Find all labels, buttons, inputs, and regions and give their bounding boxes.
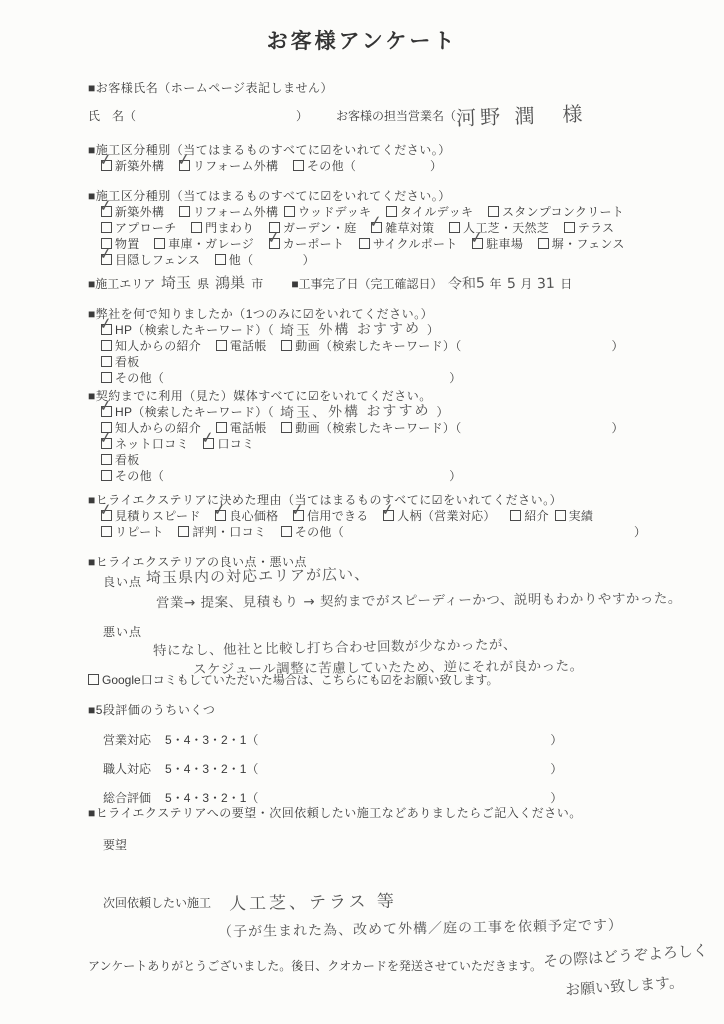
checkbox [281, 422, 292, 433]
hw-good-point-line2: 営業→ 提案、見積もり → 契約までがスピーディーかつ、説明もわかりやすかった。 [155, 590, 682, 612]
checkbox-label: 雑草対策 [385, 221, 435, 235]
checkbox [88, 674, 99, 685]
checkbox-label: 口コミ [217, 437, 255, 451]
rating-close-paren: ） [550, 762, 563, 776]
checkbox [101, 222, 112, 233]
hw-next-construction-line1: 人工芝、テラス 等 [228, 891, 398, 915]
cb-item-tile-deck [386, 204, 473, 220]
cb-item-reform [179, 158, 279, 174]
media-row2 [101, 420, 694, 436]
spacer [258, 743, 550, 744]
area-date-section [88, 272, 694, 295]
checkbox [269, 238, 280, 249]
checkbox [281, 526, 292, 537]
construction-type2-row2 [101, 220, 694, 236]
checkbox-label: テラス [577, 221, 615, 235]
cb-item-referral [101, 420, 201, 436]
cb-item-phonebook [216, 420, 267, 436]
feedback-section [88, 554, 694, 678]
video-close-paren: ） [611, 421, 624, 435]
media-row5 [101, 468, 694, 484]
checkbox [101, 406, 112, 417]
cb-item-estimate-speed [101, 508, 201, 524]
cb-item-fair-price [215, 508, 278, 524]
spacer [151, 743, 165, 744]
hw-bad-point-line1: 特になし、他社と比較し打ち合わせ回数が少なかったが、 [152, 636, 518, 660]
checkbox-label: 車庫・ガレージ [168, 237, 255, 251]
checkbox-label: 電話帳 [229, 421, 267, 435]
checkbox-label: その他（ [115, 469, 165, 483]
cb-item-signboard [101, 452, 140, 468]
hp-close-paren: ） [426, 323, 440, 337]
spacer [462, 349, 612, 350]
cb-item-gate-area [191, 220, 254, 236]
checkbox-label: 良心価格 [229, 509, 279, 523]
checkbox-label: タイルデッキ [399, 205, 474, 219]
cb-item-other [215, 252, 315, 268]
checkbox [371, 222, 382, 233]
construction-type2-row1 [101, 204, 694, 220]
cb-item-wood-deck [284, 204, 371, 220]
request-heading: ■ヒライエクステリアへの要望・次回依頼したい施工などありましたらご記入ください。 [88, 806, 582, 820]
checkbox [564, 222, 575, 233]
checkbox-label: ガーデン・庭 [283, 221, 357, 235]
checkbox-label: その他（ [294, 525, 345, 539]
checkbox [383, 510, 394, 521]
checkbox-label: その他（ [115, 371, 165, 385]
checkbox [203, 438, 214, 449]
checkbox-label: 人工芝・天然芝 [463, 221, 550, 235]
checkbox-label: Google口コミもしていただいた場合は、こちらにも☑をお願い致します。 [102, 673, 499, 687]
checkbox-label: スタンプコンクリート [501, 205, 625, 219]
cb-item-introduction [510, 508, 549, 524]
checkbox [538, 238, 549, 249]
checkbox-label: アプローチ [115, 221, 177, 235]
rating-close-paren: ） [550, 791, 563, 805]
cb-item-google-review [88, 672, 499, 688]
hw-era-year: 令和5 [447, 275, 485, 293]
checkbox [488, 206, 499, 217]
cb-item-word-of-mouth [203, 436, 254, 452]
cb-item-privacy-fence [101, 252, 200, 268]
cb-item-garden [269, 220, 357, 236]
checkbox [216, 340, 227, 351]
next-construction-line2 [88, 911, 694, 941]
next-construction-label: 次回依頼したい施工 [103, 896, 212, 910]
hw-footer-line2: お願い致します。 [564, 972, 685, 1000]
checkbox [359, 238, 370, 249]
checkbox-label: 動画（検索したキーワード）（ [295, 421, 462, 435]
reason-heading: ■ヒライエクステリアに決めた理由（当てはまるものすべてに☑をいれてください。） [88, 493, 563, 507]
media-row4 [101, 452, 694, 468]
footer-text: アンケートありがとうございました。後日、クオカードを発送させていただきます。 [88, 959, 542, 973]
hw-day: 31 [537, 275, 556, 293]
checkbox-label: リピート [115, 525, 164, 539]
checkbox [191, 222, 202, 233]
checkbox [284, 206, 295, 217]
page-title: お客様アンケート [266, 30, 458, 53]
sales-name-label: お客様の担当営業名（ [336, 109, 457, 123]
cb-item-reform [179, 204, 279, 220]
checkbox [154, 238, 165, 249]
name-close-paren: ） [296, 109, 309, 123]
cb-item-weed-control [371, 220, 434, 236]
completion-date-label: ■工事完了日（完工確認日） [291, 277, 443, 291]
rating-close-paren: ） [550, 733, 563, 747]
source-row2 [101, 338, 694, 354]
hw-footer-note [542, 933, 724, 1006]
hw-bad-point-line2: スケジュール調整に苦慮していたため、逆にそれが良かった。 [192, 658, 584, 678]
good-point-label: 良い点 [103, 575, 143, 589]
rating-row-sales [103, 732, 694, 748]
checkbox-label: 門まわり [205, 221, 255, 235]
checkbox-label: 電話帳 [229, 339, 267, 353]
spacer [136, 119, 296, 120]
construction-type2-section [88, 188, 694, 268]
checkbox-label: 見積りスピード [115, 509, 201, 523]
checkbox [101, 340, 112, 351]
spacer [462, 431, 612, 432]
hp-close-paren: ） [436, 405, 449, 419]
checkbox-label: リフォーム外構 [192, 159, 279, 173]
cb-item-trustworthy [293, 508, 369, 524]
hw-footer-line1: その際はどうぞよろしく [542, 941, 709, 971]
spacer [151, 772, 165, 773]
checkbox-label: ネット口コミ [115, 437, 189, 451]
cb-item-carport [269, 236, 345, 252]
checkbox [101, 254, 112, 265]
checkbox [293, 160, 304, 171]
source-section [88, 306, 694, 386]
construction-type2-heading: ■施工区分種別（当てはまるものすべてに☑をいれてください。） [88, 189, 451, 203]
checkbox [215, 254, 226, 265]
source-row3 [101, 354, 694, 370]
checkbox [101, 324, 112, 335]
customer-name-line [88, 101, 694, 131]
spacer [164, 479, 449, 480]
reason-section [88, 492, 694, 540]
cb-item-referral [101, 338, 201, 354]
other-close-paren: ） [449, 371, 462, 385]
cb-item-reputation [178, 524, 266, 540]
checkbox-label: 他（ ） [228, 253, 315, 267]
checkbox-label: 塀・フェンス [551, 237, 625, 251]
cb-item-net-review [101, 436, 189, 452]
checkbox [101, 470, 112, 481]
checkbox-label: HP（検索したキーワード）（ [115, 405, 274, 419]
hw-month: 5 [506, 275, 516, 293]
checkbox [101, 526, 112, 537]
spacer [344, 535, 634, 536]
cb-item-parking [472, 236, 523, 252]
checkbox-label: 動画（検索したキーワード）（ [295, 339, 462, 353]
cb-item-phonebook [216, 338, 267, 354]
cb-item-other [101, 468, 462, 484]
checkbox-label: 物置 [115, 237, 140, 251]
cb-item-signboard [101, 354, 140, 370]
feedback-heading: ■ヒライエクステリアの良い点・悪い点 [88, 555, 308, 569]
hw-next-construction-line2: （子が生まれた為、改めて外構／庭の工事を依頼予定です） [217, 917, 624, 941]
checkbox [179, 160, 190, 171]
area-label: ■施工エリア [88, 277, 156, 291]
rating-label: 職人対応 [103, 762, 152, 776]
rating-scale: 5・4・3・2・1（ [165, 791, 259, 805]
construction-type1-section [88, 142, 694, 174]
hw-prefecture: 埼玉 [161, 273, 192, 293]
checkbox-label: 駐車場 [486, 237, 524, 251]
request-section [88, 805, 694, 941]
checkbox [101, 206, 112, 217]
checkbox-label: 新築外構 [115, 205, 165, 219]
checkbox-label: 看板 [115, 355, 140, 369]
checkbox-label: 評判・口コミ [192, 525, 267, 539]
other-close-paren: ） [634, 525, 647, 539]
checkbox [386, 206, 397, 217]
checkbox-label: 知人からの紹介 [115, 339, 202, 353]
checkbox [215, 510, 226, 521]
checkbox-label: 看板 [115, 453, 140, 467]
checkbox-label: リフォーム外構 [192, 205, 279, 219]
google-review-section [88, 672, 694, 688]
cb-item-other [281, 524, 647, 540]
hw-media-keyword: 埼玉、外構 おすすめ [279, 402, 431, 422]
wish-label: 要望 [103, 838, 128, 852]
checkbox-label: サイクルポート [372, 237, 458, 251]
checkbox-label: 目隠しフェンス [115, 253, 201, 267]
city-suffix: 市 [251, 277, 264, 291]
checkbox-label: 人柄（営業対応） [397, 509, 496, 523]
day-suffix: 日 [560, 277, 573, 291]
checkbox-label: 信用できる [307, 509, 369, 523]
cb-item-video [281, 338, 624, 354]
cb-item-new-construction [101, 204, 164, 220]
checkbox-label: その他（ ） [307, 159, 443, 173]
cb-item-repeat [101, 524, 164, 540]
checkbox [555, 510, 566, 521]
checkbox [101, 160, 112, 171]
spacer [164, 381, 449, 382]
cb-item-other [101, 370, 462, 386]
construction-type2-row3 [101, 236, 694, 252]
checkbox-label: 紹介 [524, 509, 549, 523]
cb-item-stamp-concrete [488, 204, 624, 220]
rating-scale: 5・4・3・2・1（ [165, 762, 259, 776]
checkbox [101, 438, 112, 449]
rating-row-overall [103, 790, 694, 806]
checkbox [179, 206, 190, 217]
cb-item-track-record [555, 508, 594, 524]
checkbox [449, 222, 460, 233]
cb-item-hp [101, 404, 449, 420]
hw-hp-keyword: 埼玉 外構 おすすめ [279, 320, 422, 340]
checkbox [101, 454, 112, 465]
checkbox [178, 526, 189, 537]
media-section [88, 388, 694, 484]
prefecture-suffix: 県 [197, 277, 210, 291]
spacer [258, 801, 550, 802]
cb-item-new-construction [101, 158, 164, 174]
media-row3 [101, 436, 694, 452]
checkbox [281, 340, 292, 351]
spacer [151, 801, 165, 802]
checkbox-label: 知人からの紹介 [115, 421, 202, 435]
customer-section [88, 80, 694, 131]
rating-heading: ■5段評価のうちいくつ [88, 703, 216, 717]
construction-type2-row4 [101, 252, 694, 268]
construction-type1-row [101, 158, 694, 174]
construction-type1-heading: ■施工区分種別（当てはまるものすべてに☑をいれてください。） [88, 143, 451, 157]
other-close-paren: ） [449, 469, 462, 483]
checkbox [101, 372, 112, 383]
source-hp-row [101, 322, 694, 338]
reason-row2 [101, 524, 694, 540]
media-hp-row [101, 404, 694, 420]
hw-good-point-line1: 埼玉県内の対応エリアが広い、 [145, 565, 371, 587]
cb-item-terrace [564, 220, 615, 236]
next-construction-line [103, 891, 694, 915]
checkbox [472, 238, 483, 249]
cb-item-video [281, 420, 624, 436]
checkbox [510, 510, 521, 521]
checkbox [101, 356, 112, 367]
checkbox-label: ウッドデッキ [298, 205, 372, 219]
cb-item-artificial-turf [449, 220, 549, 236]
source-heading: ■弊社を何で知りましたか（1つのみに☑をいれてください。） [88, 307, 434, 321]
customer-heading: ■お客様氏名（ホームページ表記しません） [88, 81, 334, 95]
checkbox [216, 422, 227, 433]
checkbox [293, 510, 304, 521]
cb-item-hp [101, 322, 439, 338]
hw-city: 鴻巣 [215, 273, 246, 293]
cb-item-approach [101, 220, 177, 236]
rating-section [88, 702, 694, 819]
source-row4 [101, 370, 694, 386]
media-heading: ■契約までに利用（見た）媒体すべてに☑をいれてください。 [88, 389, 432, 403]
checkbox-label: HP（検索したキーワード）（ [115, 323, 274, 337]
year-suffix: 年 [489, 277, 502, 291]
name-label: 氏 名（ [88, 109, 137, 123]
cb-item-fence [538, 236, 625, 252]
rating-scale: 5・4・3・2・1（ [165, 733, 259, 747]
cb-item-other [293, 158, 442, 174]
cb-item-garage [154, 236, 254, 252]
cb-item-cycle-port [359, 236, 458, 252]
reason-row1 [101, 508, 694, 524]
rating-label: 営業対応 [103, 733, 152, 747]
spacer [258, 772, 550, 773]
checkbox [101, 510, 112, 521]
hw-sales-name: 河野 潤 様 [455, 101, 587, 131]
rating-row-craftsman [103, 761, 694, 777]
month-suffix: 月 [520, 277, 533, 291]
checkbox-label: カーポート [282, 237, 345, 251]
cb-item-personality [383, 508, 495, 524]
bad-point-label: 悪い点 [103, 625, 143, 639]
checkbox-label: 実績 [568, 509, 594, 523]
rating-label: 総合評価 [103, 791, 152, 805]
checkbox-label: 新築外構 [115, 159, 165, 173]
video-close-paren: ） [611, 339, 624, 353]
